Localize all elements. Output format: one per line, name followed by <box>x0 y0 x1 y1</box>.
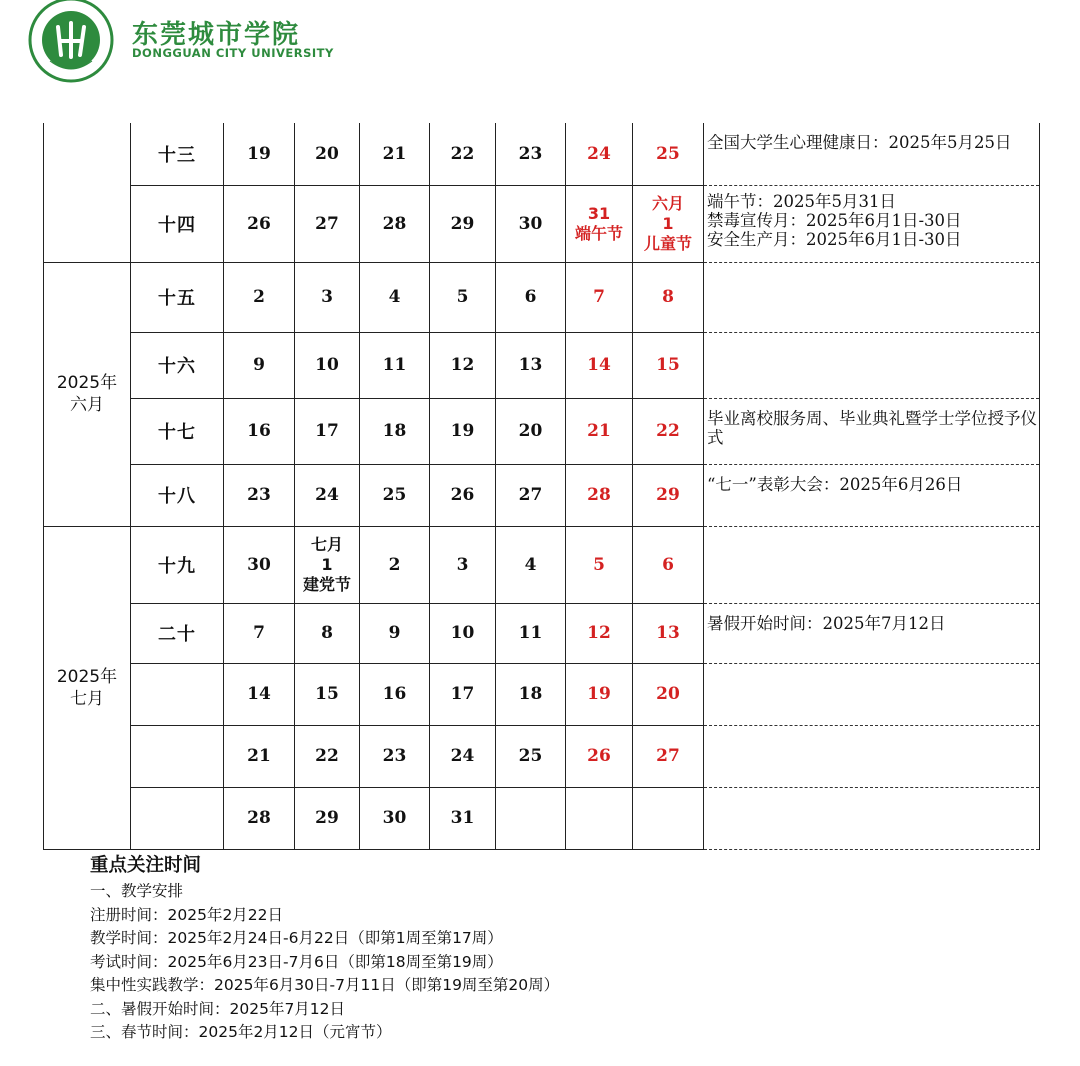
day-cell: 18 <box>360 398 430 464</box>
week-number <box>131 663 224 725</box>
event-note <box>704 725 1040 787</box>
day-cell: 13 <box>633 603 704 663</box>
day-cell: 4 <box>360 262 430 332</box>
day-cell: 4 <box>496 526 566 603</box>
day-cell: 30 <box>360 787 430 849</box>
month-cell-june: 2025年六月 <box>44 262 131 526</box>
month-label: 七月 <box>310 534 343 554</box>
day-cell: 3 <box>430 526 496 603</box>
day-cell: 30 <box>496 185 566 262</box>
day-cell: 26 <box>566 725 633 787</box>
page-header <box>28 0 428 84</box>
day-cell: 20 <box>496 398 566 464</box>
day-cell: 23 <box>224 464 295 526</box>
key-dates-line: 二、暑假开始时间：2025年7月12日 <box>90 999 346 1018</box>
day-cell: 30 <box>224 526 295 603</box>
week-number <box>131 787 224 849</box>
calendar-row <box>44 526 1040 603</box>
key-dates-line: 集中性实践教学：2025年6月30日-7月11日（即第19周至第20周） <box>90 976 560 994</box>
key-dates-section <box>90 852 559 1045</box>
day-cell: 27 <box>496 464 566 526</box>
key-dates-line: 教学时间：2025年2月24日-6月22日（即第1周至第17周） <box>90 929 503 947</box>
month-label: 六月 <box>651 193 684 213</box>
day-cell: 28 <box>224 787 295 849</box>
day-cell: 22 <box>633 398 704 464</box>
day-cell: 25 <box>360 464 430 526</box>
day-cell: 23 <box>496 123 566 185</box>
day-cell: 21 <box>566 398 633 464</box>
event-note <box>704 332 1040 398</box>
event-note <box>704 526 1040 603</box>
day-cell: 31 <box>430 787 496 849</box>
calendar-row <box>44 398 1040 464</box>
event-note <box>704 663 1040 725</box>
day-cell: 19 <box>224 123 295 185</box>
calendar-row <box>44 332 1040 398</box>
day-cell: 11 <box>360 332 430 398</box>
day-cell: 16 <box>360 663 430 725</box>
day-cell: 16 <box>224 398 295 464</box>
event-note <box>704 262 1040 332</box>
calendar-row <box>44 603 1040 663</box>
week-number: 二十 <box>131 603 224 663</box>
day-cell: 26 <box>224 185 295 262</box>
day-cell: 21 <box>360 123 430 185</box>
event-note <box>704 185 1040 262</box>
day-cell: 15 <box>633 332 704 398</box>
day-cell: 25 <box>633 123 704 185</box>
day-cell: 9 <box>360 603 430 663</box>
week-number: 十九 <box>131 526 224 603</box>
key-dates-line: 一、教学安排 <box>90 882 184 900</box>
day-cell: 22 <box>295 725 360 787</box>
week-number: 十七 <box>131 398 224 464</box>
school-name-cn: 东莞城市学院 <box>132 20 301 50</box>
calendar-row <box>44 663 1040 725</box>
academic-calendar-table <box>43 123 1040 850</box>
day-cell: 24 <box>430 725 496 787</box>
day-cell: 7 <box>566 262 633 332</box>
day-cell: 15 <box>295 663 360 725</box>
key-dates-line: 注册时间：2025年2月22日 <box>90 905 284 924</box>
day-cell: 12 <box>566 603 633 663</box>
day-cell: 5 <box>566 526 633 603</box>
event-note: “七一”表彰大会：2025年6月26日 <box>704 464 1040 526</box>
day-number: 1 <box>321 554 333 574</box>
week-number: 十三 <box>131 123 224 185</box>
school-name-en: DONGGUAN CITY UNIVERSITY <box>132 46 334 60</box>
week-number: 十四 <box>131 185 224 262</box>
day-cell: 18 <box>496 663 566 725</box>
day-cell: 20 <box>295 123 360 185</box>
event-note-line: 端午节：2025年5月31日 <box>707 191 896 211</box>
day-cell: 28 <box>566 464 633 526</box>
day-cell <box>633 787 704 849</box>
month-cell-may <box>44 123 131 262</box>
day-cell: 14 <box>566 332 633 398</box>
week-number <box>131 725 224 787</box>
calendar-row <box>44 123 1040 185</box>
month-cell-july: 2025年七月 <box>44 526 131 849</box>
day-cell: 25 <box>496 725 566 787</box>
day-cell <box>633 185 704 262</box>
day-cell: 2 <box>224 262 295 332</box>
day-cell: 24 <box>295 464 360 526</box>
day-cell <box>566 185 633 262</box>
event-note <box>704 787 1040 849</box>
day-cell: 17 <box>430 663 496 725</box>
event-note: 全国大学生心理健康日：2025年5月25日 <box>704 123 1040 185</box>
day-cell: 8 <box>633 262 704 332</box>
day-cell: 5 <box>430 262 496 332</box>
day-cell: 24 <box>566 123 633 185</box>
day-cell: 29 <box>430 185 496 262</box>
calendar-row <box>44 464 1040 526</box>
day-number: 31 <box>587 203 611 223</box>
day-cell: 19 <box>430 398 496 464</box>
day-number: 1 <box>662 213 674 233</box>
week-number: 十五 <box>131 262 224 332</box>
day-cell: 3 <box>295 262 360 332</box>
week-number: 十六 <box>131 332 224 398</box>
day-cell: 29 <box>295 787 360 849</box>
day-cell: 27 <box>295 185 360 262</box>
day-cell: 6 <box>633 526 704 603</box>
day-cell: 9 <box>224 332 295 398</box>
day-cell: 27 <box>633 725 704 787</box>
day-cell: 28 <box>360 185 430 262</box>
holiday-label: 端午节 <box>574 223 623 243</box>
key-dates-title: 重点关注时间 <box>90 855 202 876</box>
event-note: 毕业离校服务周、毕业典礼暨学士学位授予仪式 <box>704 398 1040 464</box>
event-note-line: 禁毒宣传月：2025年6月1日-30日 <box>707 210 962 230</box>
day-cell: 21 <box>224 725 295 787</box>
day-cell: 8 <box>295 603 360 663</box>
day-cell: 12 <box>430 332 496 398</box>
day-cell: 6 <box>496 262 566 332</box>
day-cell: 13 <box>496 332 566 398</box>
day-cell: 7 <box>224 603 295 663</box>
day-cell: 22 <box>430 123 496 185</box>
day-cell: 2 <box>360 526 430 603</box>
day-cell <box>496 787 566 849</box>
event-note-line: 安全生产月：2025年6月1日-30日 <box>707 229 962 249</box>
key-dates-line: 考试时间：2025年6月23日-7月6日（即第18周至第19周） <box>90 952 503 971</box>
holiday-label: 儿童节 <box>643 233 692 253</box>
day-cell: 29 <box>633 464 704 526</box>
day-cell: 20 <box>633 663 704 725</box>
week-number: 十八 <box>131 464 224 526</box>
calendar-row <box>44 262 1040 332</box>
day-cell: 14 <box>224 663 295 725</box>
day-cell <box>566 787 633 849</box>
holiday-label: 建党节 <box>302 574 351 594</box>
university-logo-icon <box>28 0 114 83</box>
day-cell: 10 <box>430 603 496 663</box>
event-note: 暑假开始时间：2025年7月12日 <box>704 603 1040 663</box>
calendar-row <box>44 725 1040 787</box>
key-dates-line: 三、春节时间：2025年2月12日（元宵节） <box>90 1023 392 1041</box>
calendar-row <box>44 185 1040 262</box>
day-cell: 10 <box>295 332 360 398</box>
day-cell: 11 <box>496 603 566 663</box>
day-cell <box>295 526 360 603</box>
calendar-row <box>44 787 1040 849</box>
day-cell: 19 <box>566 663 633 725</box>
day-cell: 17 <box>295 398 360 464</box>
day-cell: 23 <box>360 725 430 787</box>
day-cell: 26 <box>430 464 496 526</box>
